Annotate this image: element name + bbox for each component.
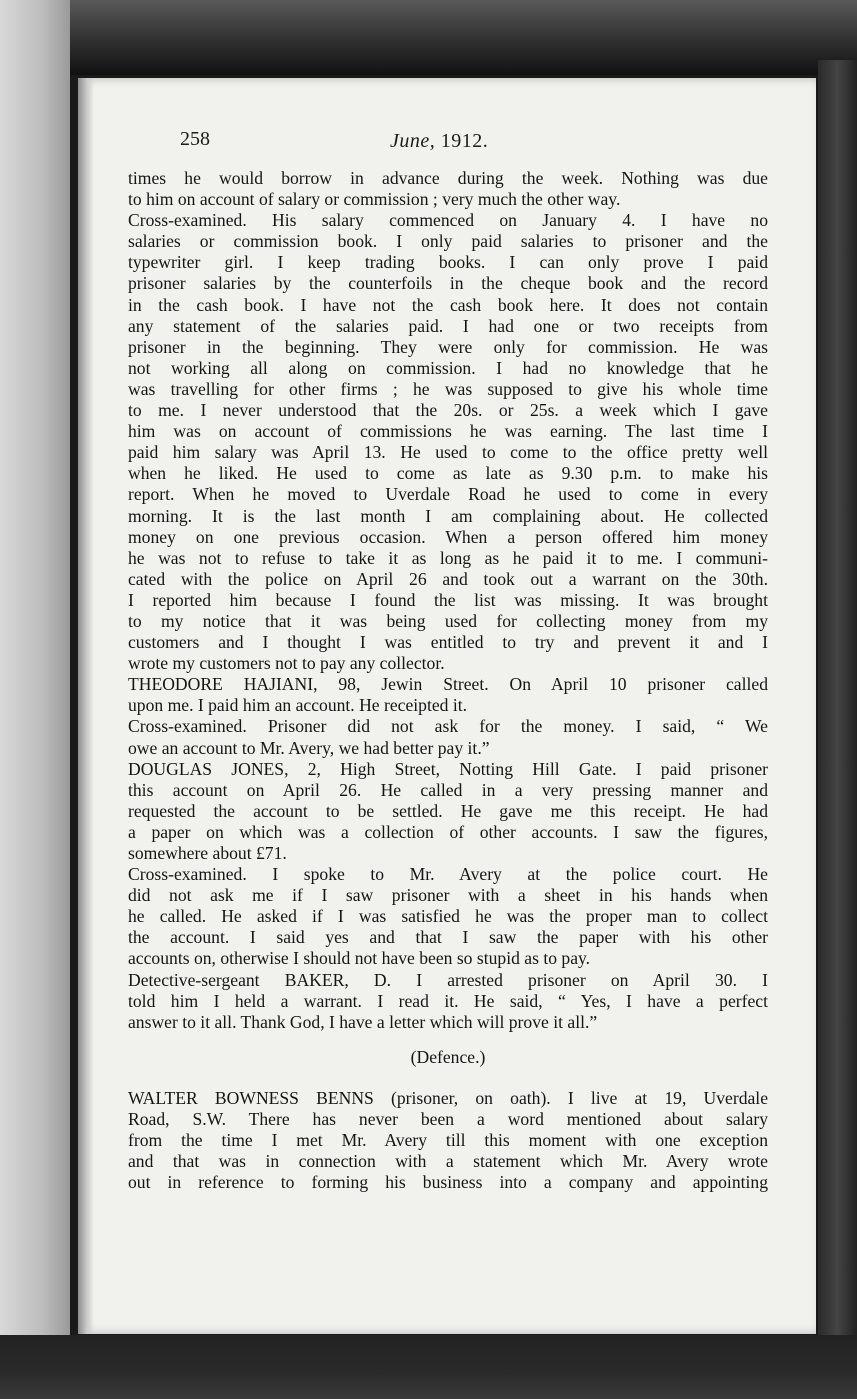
text-line: I reported him because I found the list was missing. It was brought bbox=[128, 589, 768, 610]
text-line: morning. It is the last month I am complaining about. He collected bbox=[128, 505, 768, 526]
testimony-lines bbox=[128, 168, 768, 1033]
text-line: cated with the police on April 26 and took out a warrant on the 30th. bbox=[128, 568, 768, 589]
text-line: was travelling for other firms ; he was supposed to give his whole time bbox=[128, 378, 768, 399]
text-line: owe an account to Mr. Avery, we had better pay it.” bbox=[128, 737, 490, 758]
text-line: report. When he moved to Uverdale Road he used to come in every bbox=[128, 484, 768, 505]
running-head-year: 1912. bbox=[435, 130, 489, 152]
text-line: to me. I never understood that the 20s. or 25s. a week which I gave bbox=[128, 400, 768, 421]
page-binding-shadow bbox=[78, 78, 94, 1334]
text-line: he called. He asked if I was satisfied he was the proper man to collect bbox=[128, 906, 768, 927]
text-line: a paper on which was a collection of other accounts. I saw the figures, bbox=[128, 821, 768, 842]
text-line: Cross-examined. Prisoner did not ask for the money. I said, “ We bbox=[128, 716, 768, 737]
text-line: from the time I met Mr. Avery till this moment with one exception bbox=[128, 1130, 768, 1151]
text-line: requested the account to be settled. He gave me this receipt. He had bbox=[128, 800, 768, 821]
text-line: Detective-sergeant BAKER, D. I arrested prisoner on April 30. I bbox=[128, 969, 768, 990]
text-line: Cross-examined. His salary commenced on January 4. I have no bbox=[128, 210, 768, 231]
page-header bbox=[180, 128, 780, 156]
page-number: 258 bbox=[180, 128, 210, 150]
text-line: and that was in connection with a statement which Mr. Avery wrote bbox=[128, 1151, 768, 1172]
text-line: money on one previous occasion. When a person offered him money bbox=[128, 526, 768, 547]
text-line: wrote my customers not to pay any collector. bbox=[128, 653, 445, 674]
text-line: not working all along on commission. I had no knowledge that he bbox=[128, 357, 768, 378]
scan-right-border bbox=[818, 60, 857, 1350]
text-line: customers and I thought I was entitled to try and prevent it and I bbox=[128, 632, 768, 653]
text-line: him was on account of commissions he was earning. The last time I bbox=[128, 421, 768, 442]
scan-bottom-border bbox=[0, 1335, 857, 1399]
text-line: typewriter girl. I keep trading books. I can only prove I paid bbox=[128, 252, 768, 273]
text-line: in the cash book. I have not the cash book here. It does not contain bbox=[128, 294, 768, 315]
text-line: DOUGLAS JONES, 2, High Street, Notting Hill Gate. I paid prisoner bbox=[128, 758, 768, 779]
text-line: WALTER BOWNESS BENNS (prisoner, on oath). I live at 19, Uverdale bbox=[128, 1087, 768, 1108]
scan-left-margin bbox=[0, 0, 70, 1399]
running-head bbox=[390, 130, 488, 153]
text-line: Cross-examined. I spoke to Mr. Avery at the police court. He bbox=[128, 864, 768, 885]
text-line: times he would borrow in advance during the week. Nothing was due bbox=[128, 168, 768, 188]
text-line: accounts on, otherwise I should not have been so stupid as to pay. bbox=[128, 948, 591, 969]
text-line: prisoner salaries by the counterfoils in the cheque book and the record bbox=[128, 273, 768, 294]
scan-top-border bbox=[0, 0, 857, 75]
text-line: out in reference to forming his business into a company and appointing bbox=[128, 1172, 768, 1193]
text-line: any statement of the salaries paid. I had one or two receipts from bbox=[128, 315, 768, 336]
body-text bbox=[128, 168, 768, 1193]
text-line: somewhere about £71. bbox=[128, 843, 287, 863]
text-line: THEODORE HAJIANI, 98, Jewin Street. On April 10 prisoner called bbox=[128, 674, 768, 695]
defence-heading: (Defence.) bbox=[410, 1046, 486, 1067]
text-line: prisoner in the beginning. They were only for commission. He was bbox=[128, 336, 768, 357]
text-line: to him on account of salary or commission ; very much the other way. bbox=[128, 189, 621, 210]
text-line: he was not to refuse to take it as long as he paid it to me. I communi- bbox=[128, 547, 768, 568]
text-line: this account on April 26. He called in a very pressing manner and bbox=[128, 779, 768, 800]
running-head-month: June, bbox=[390, 130, 436, 152]
text-line: the account. I said yes and that I saw the paper with his other bbox=[128, 927, 768, 948]
text-line: Road, S.W. There has never been a word mentioned about salary bbox=[128, 1109, 768, 1130]
text-line: salaries or commission book. I only paid salaries to prisoner and the bbox=[128, 231, 768, 252]
text-line: paid him salary was April 13. He used to come to the office pretty well bbox=[128, 442, 768, 463]
text-line: did not ask me if I saw prisoner with a sheet in his hands when bbox=[128, 885, 768, 906]
defence-lines bbox=[128, 1088, 768, 1193]
text-line: when he liked. He used to come as late as 9.30 p.m. to make his bbox=[128, 463, 768, 484]
text-line: answer to it all. Thank God, I have a letter which will prove it all.” bbox=[128, 1011, 598, 1032]
text-line: told him I held a warrant. I read it. He said, “ Yes, I have a perfect bbox=[128, 990, 768, 1011]
text-line: to my notice that it was being used for collecting money from my bbox=[128, 610, 768, 631]
text-line: upon me. I paid him an account. He receipted it. bbox=[128, 695, 468, 716]
